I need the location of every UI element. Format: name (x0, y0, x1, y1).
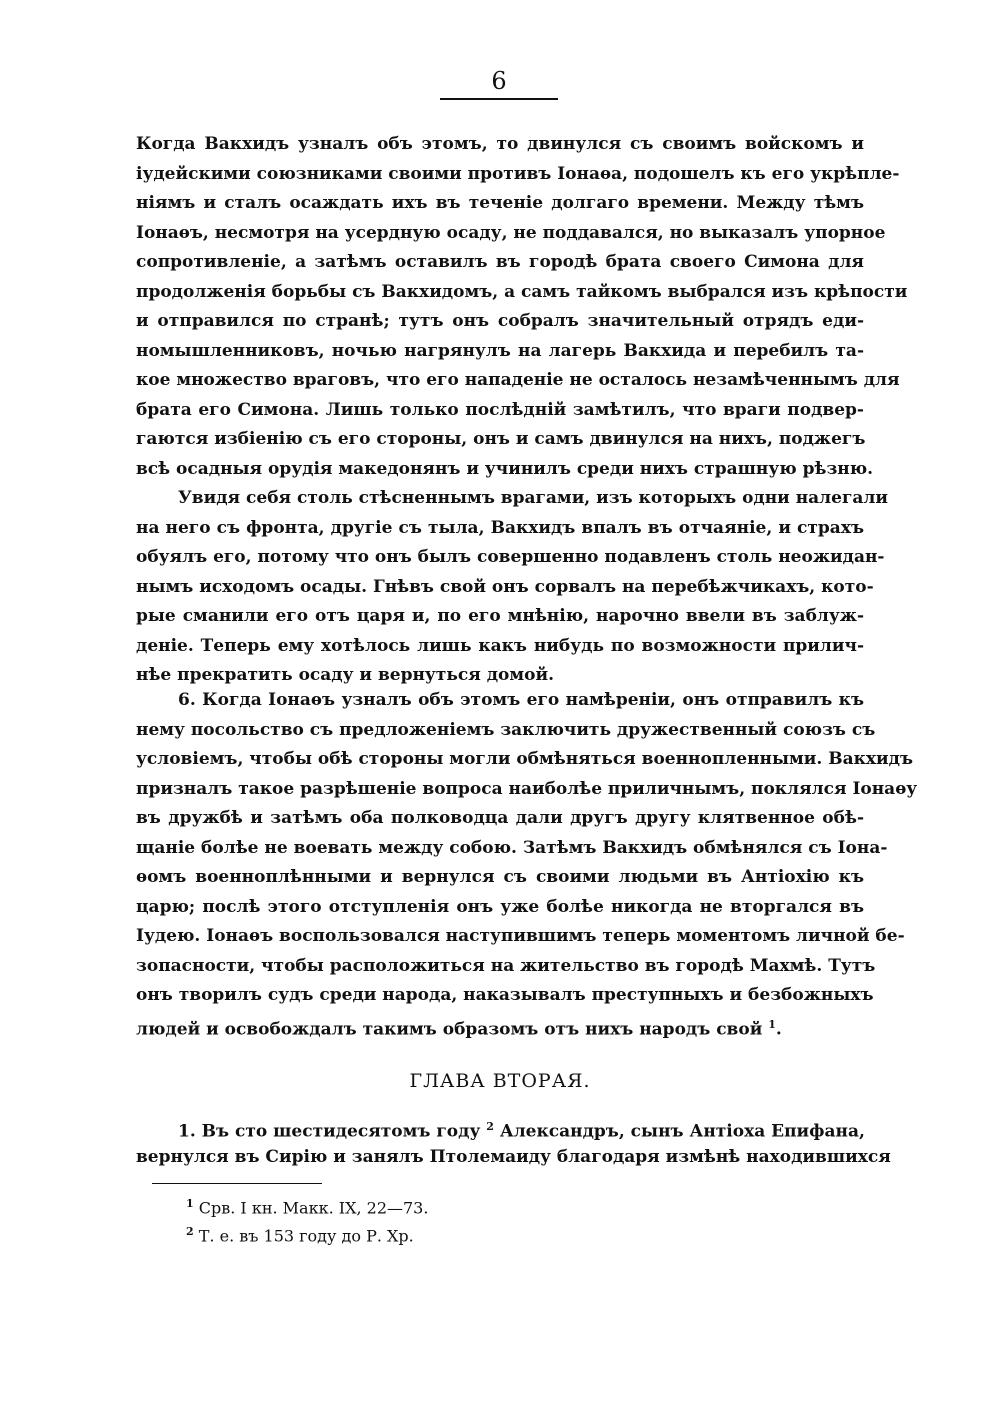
paragraph-1-line (136, 425, 864, 453)
footnote-rule (152, 1183, 322, 1184)
line-text: деніе. Теперь ему хотѣлось лишь какъ нибудь по возможности прилич- (136, 635, 864, 656)
paragraph-1-line (136, 337, 864, 365)
paragraph-3-line (136, 686, 864, 714)
paragraph-3-line (136, 716, 876, 744)
line-text: людей и освобождалъ такимъ образомъ отъ нихъ народъ свой (136, 1019, 763, 1040)
paragraph-1-line (136, 160, 900, 188)
line-text: Увидя себя столь стѣсненнымъ врагами, изъ которыхъ одни налегали (178, 488, 888, 508)
paragraph-3-line (136, 981, 874, 1009)
footnote-1-text: Срв. I кн. Макк. IX, 22—73. (198, 1198, 429, 1218)
paragraph-3-line (136, 775, 918, 803)
paragraph-2-line (136, 602, 864, 630)
header-rule (440, 98, 558, 100)
line-text: продолженія борьбы съ Вакхидомъ, а самъ тайкомъ выбрался изъ крѣпости (136, 281, 908, 302)
line-text: царю; послѣ этого отступленія онъ уже болѣе никогда не вторгался въ (136, 896, 864, 917)
paragraph-2-line (136, 543, 885, 571)
chapter-title: ГЛАВА ВТОРАЯ. (409, 1070, 591, 1092)
paragraph-1-line (136, 455, 874, 483)
paragraph-1-line (136, 248, 864, 276)
line-text: всѣ осадныя орудія македонянъ и учинилъ среди нихъ страшную рѣзню. (136, 458, 874, 479)
footnote-2-mark: 2 (186, 1225, 194, 1238)
paragraph-3-line (136, 893, 864, 921)
paragraph-3-line (136, 952, 876, 980)
line-text: нему посольство съ предложеніемъ заключить дружественный союзъ съ (136, 719, 876, 740)
line-text: призналъ такое разрѣшеніе вопроса наиболѣе приличнымъ, поклялся Іонаѳу (136, 778, 918, 799)
line-text: Іудею. Іонаѳъ воспользовался наступившимъ теперь моментомъ личной бе- (136, 926, 905, 946)
line-text: Когда Вакхидъ узналъ объ этомъ, то двинулся съ своимъ войскомъ и (136, 134, 864, 154)
paragraph-3-line (136, 1011, 864, 1044)
paragraph-2-line (136, 484, 888, 512)
paragraph-2-line (136, 632, 864, 660)
paragraph-3-line (136, 922, 905, 950)
chapter-line-1 (136, 1113, 864, 1146)
line-text: ѳомъ военноплѣнными и вернулся съ своими людьми въ Антіохію къ (136, 867, 864, 887)
line-text: Іонаѳъ, несмотря на усердную осаду, не поддавался, но выказалъ упорное (136, 222, 886, 243)
line-text: нѣе прекратить осаду и вернуться домой. (136, 665, 554, 685)
paragraph-2-line (136, 514, 864, 542)
line-text: іудейскими союзниками своими противъ Іонаѳа, подошелъ къ его укрѣпле- (136, 163, 900, 184)
chapter-line-1-before: 1. Въ сто шестидесятомъ году (178, 1121, 481, 1142)
chapter-line-2: вернулся въ Сирію и занялъ Птолемаиду благодаря измѣнѣ находившихся (136, 1147, 891, 1167)
line-text: онъ творилъ судъ среди народа, наказывалъ преступныхъ и безбожныхъ (136, 985, 874, 1005)
line-text: въ дружбѣ и затѣмъ оба полководца дали другъ другу клятвенное обѣ- (136, 808, 864, 828)
line-text: сопротивленіе, а затѣмъ оставилъ въ городѣ брата своего Симона для (136, 252, 864, 272)
line-text: обуялъ его, потому что онъ былъ совершенно подавленъ столь неожидан- (136, 547, 885, 567)
paragraph-1-line (136, 278, 908, 306)
line-text: ніямъ и сталъ осаждать ихъ въ теченіе долгаго времени. Между тѣмъ (136, 193, 864, 213)
paragraph-1-line (136, 396, 864, 424)
line-text: нымъ исходомъ осады. Гнѣвъ свой онъ сорвалъ на перебѣжчикахъ, кото- (136, 576, 874, 597)
paragraph-1-line (136, 366, 900, 394)
footnote-2-text: Т. е. въ 153 году до Р. Хр. (198, 1226, 414, 1246)
line-text: 6. Когда Іонаѳъ узналъ объ этомъ его намѣреніи, онъ отправилъ къ (178, 690, 864, 710)
final-period: . (775, 1019, 782, 1040)
paragraph-3-line (136, 745, 913, 773)
footnote-ref-1: 1 (768, 1017, 776, 1031)
paragraph-1-line (136, 307, 864, 335)
footnote-2 (186, 1220, 414, 1248)
paragraph-2-line (136, 661, 864, 689)
line-text: и отправился по странѣ; тутъ онъ собралъ значительный отрядъ еди- (136, 311, 864, 331)
footnote-1-mark: 1 (186, 1197, 194, 1210)
paragraph-3-line (136, 804, 864, 832)
paragraph-3-line (136, 834, 888, 862)
line-text: гаются избіенію съ его стороны, онъ и самъ двинулся на нихъ, поджегъ (136, 429, 866, 449)
paragraph-3-line (136, 863, 864, 891)
paragraph-2-line (136, 573, 874, 601)
line-text: номышленниковъ, ночью нагрянулъ на лагерь Вакхида и перебилъ та- (136, 340, 864, 361)
line-text: брата его Симона. Лишь только послѣдній замѣтилъ, что враги подвер- (136, 399, 864, 420)
line-text: зопасности, чтобы расположиться на жительство въ городѣ Махмѣ. Тутъ (136, 955, 876, 976)
paragraph-1-line (136, 219, 886, 247)
line-text: щаніе болѣе не воевать между собою. Затѣмъ Вакхидъ обмѣнялся съ Іона- (136, 837, 888, 858)
chapter-line-1-after: Александръ, сынъ Антіоха Епифана, (499, 1121, 865, 1142)
footnote-1 (186, 1192, 428, 1220)
line-text: рые сманили его отъ царя и, по его мнѣнію, нарочно ввели въ заблуж- (136, 606, 864, 626)
page-number: 6 (491, 67, 507, 95)
paragraph-1-line (136, 130, 864, 158)
line-text: на него съ фронта, другіе съ тыла, Вакхидъ впалъ въ отчаяніе, и страхъ (136, 517, 864, 538)
line-text: кое множество враговъ, что его нападеніе не осталось незамѣченнымъ для (136, 370, 900, 390)
line-text: условіемъ, чтобы обѣ стороны могли обмѣняться военнопленными. Вакхидъ (136, 749, 913, 769)
paragraph-1-line (136, 189, 864, 217)
footnote-ref-2: 2 (486, 1120, 494, 1133)
